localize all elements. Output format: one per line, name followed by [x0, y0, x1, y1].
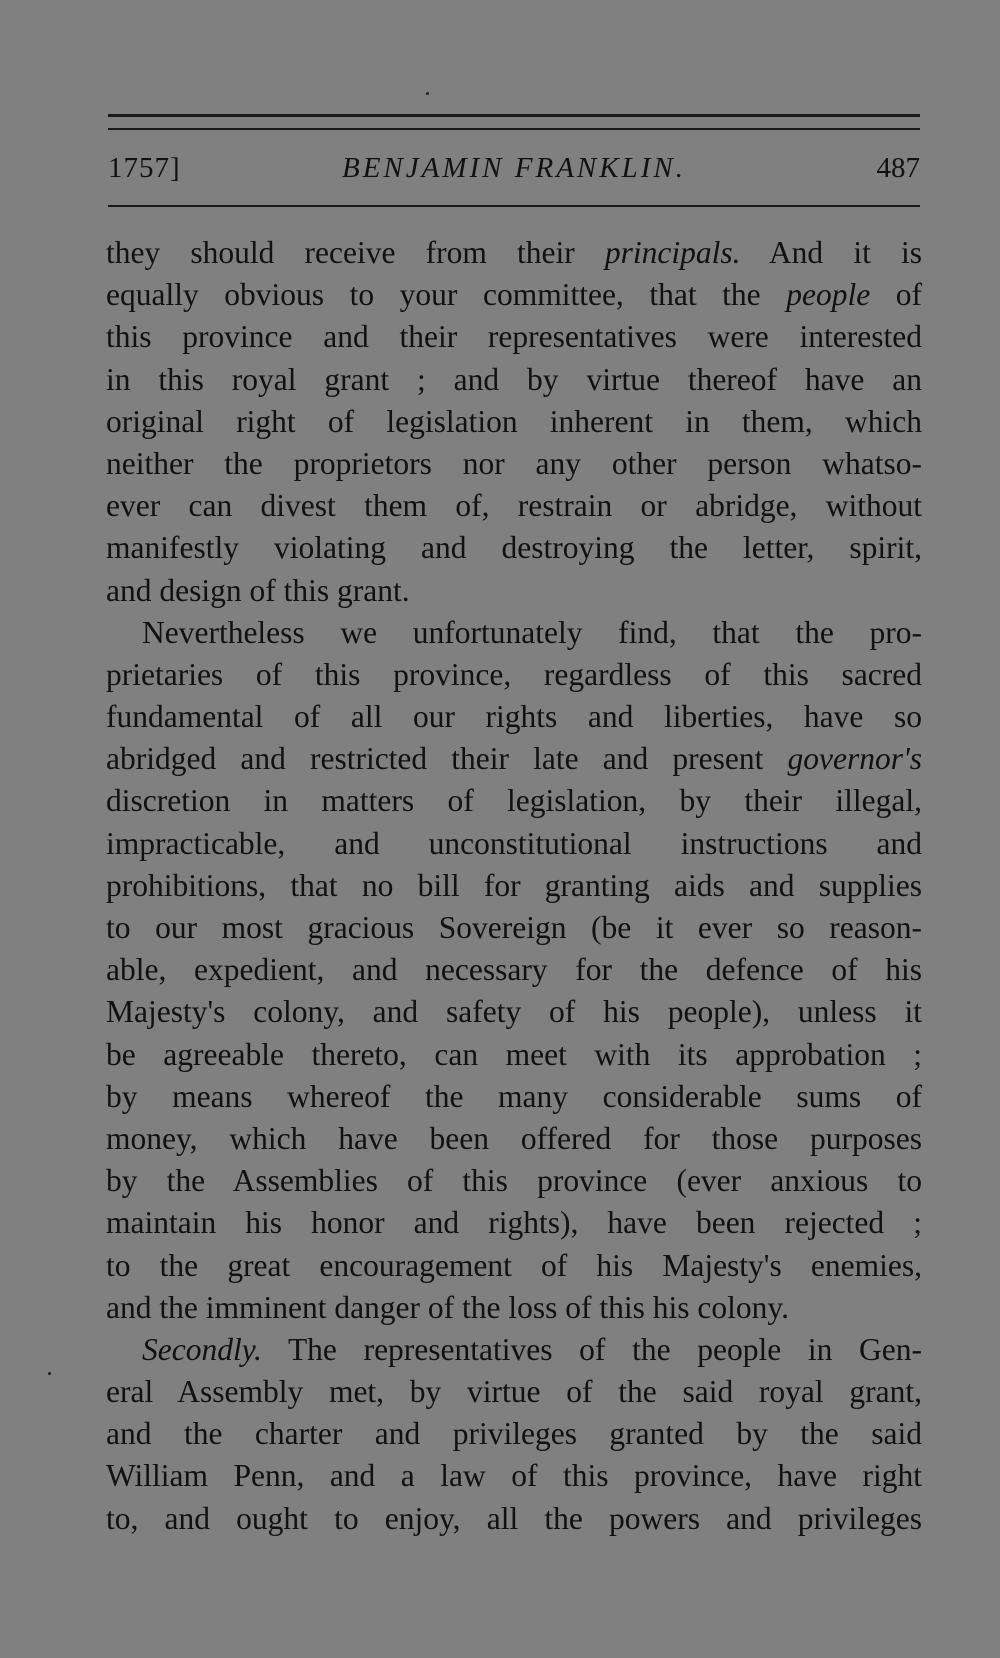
text-line — [106, 823, 922, 865]
page-number: 487 — [876, 152, 920, 184]
text-segment: equally obvious to your committee, that the — [106, 277, 787, 313]
text-line — [106, 654, 922, 696]
text-segment: Nevertheless we unfortunately find, that the pro- — [142, 614, 922, 650]
text-segment: prietaries of this province, regardless of this sacred — [106, 656, 922, 692]
text-segment: to the great encouragement of his Majesty's enemies, — [106, 1247, 922, 1283]
print-speck — [48, 1372, 51, 1375]
text-line — [106, 1160, 922, 1202]
header-title: BENJAMIN FRANKLIN. — [342, 152, 686, 184]
text-line — [106, 991, 922, 1033]
text-segment: and the charter and privileges granted by the said — [106, 1416, 922, 1452]
text-line — [106, 1287, 922, 1329]
text-line — [106, 570, 922, 612]
italic-text: principals. — [604, 235, 741, 270]
header-rule-bottom — [108, 205, 920, 207]
text-segment: in this royal grant ; and by virtue thereof have an — [106, 361, 922, 397]
text-line — [106, 865, 922, 907]
text-line — [106, 485, 922, 527]
text-line — [106, 738, 922, 780]
text-segment: eral Assembly met, by virtue of the said royal grant, — [106, 1374, 922, 1410]
text-line — [106, 1329, 922, 1371]
text-segment: they should receive from their — [106, 235, 605, 270]
text-line — [106, 1034, 922, 1076]
text-line — [106, 696, 922, 738]
text-line — [106, 274, 922, 316]
text-segment: able, expedient, and necessary for the defence of his — [106, 952, 922, 988]
text-segment: to our most gracious Sovereign (be it ever so reason- — [106, 910, 922, 945]
header-rule-second — [108, 128, 920, 130]
text-line — [106, 780, 922, 822]
text-line — [106, 1076, 922, 1118]
text-line — [106, 232, 922, 274]
text-segment: abridged and restricted their late and present — [106, 741, 788, 777]
header-year: 1757] — [108, 152, 181, 184]
text-line — [106, 949, 922, 991]
italic-text: Secondly. — [142, 1331, 262, 1367]
text-line — [106, 401, 922, 443]
body-text — [106, 232, 922, 1540]
text-segment: neither the proprietors nor any other person whatso- — [106, 445, 922, 481]
text-segment: prohibitions, that no bill for granting aids and supplies — [106, 867, 922, 903]
text-segment: to, and ought to enjoy, all the powers and privileges — [106, 1500, 922, 1536]
text-segment: by the Assemblies of this province (ever anxious to — [106, 1163, 922, 1199]
text-segment: And it is — [740, 235, 922, 270]
italic-text: governor's — [787, 741, 922, 777]
text-line — [106, 1371, 922, 1413]
italic-text: people — [786, 277, 871, 313]
text-segment: manifestly violating and destroying the letter, spirit, — [106, 530, 922, 566]
text-line — [106, 1202, 922, 1244]
text-segment: maintain his honor and rights), have been rejected ; — [106, 1205, 922, 1241]
text-segment: money, which have been offered for those purposes — [106, 1120, 922, 1156]
text-segment: original right of legislation inherent in them, which — [106, 403, 922, 439]
running-head — [108, 148, 920, 188]
text-line — [106, 1498, 922, 1540]
text-line — [106, 1118, 922, 1160]
text-line — [106, 1245, 922, 1287]
text-segment: discretion in matters of legislation, by their illegal, — [106, 783, 922, 819]
header-rule-top — [108, 114, 920, 117]
text-line — [106, 359, 922, 401]
text-line — [106, 907, 922, 949]
text-line — [106, 316, 922, 358]
text-line — [106, 612, 922, 654]
text-segment: of — [870, 277, 922, 313]
text-segment: ever can divest them of, restrain or abridge, without — [106, 488, 922, 524]
text-line — [106, 527, 922, 569]
text-segment: by means whereof the many considerable sums of — [106, 1078, 922, 1114]
text-segment: The representatives of the people in Gen- — [261, 1331, 922, 1367]
text-segment: Majesty's colony, and safety of his people), unless it — [106, 994, 922, 1030]
text-segment: and design of this grant. — [106, 572, 410, 608]
text-line — [106, 1455, 922, 1497]
text-segment: this province and their representatives were interested — [106, 319, 922, 355]
text-segment: impracticable, and unconstitutional instructions and — [106, 825, 922, 861]
text-segment: and the imminent danger of the loss of this his colony. — [106, 1289, 789, 1325]
text-segment: William Penn, and a law of this province, have right — [106, 1458, 922, 1494]
text-segment: fundamental of all our rights and liberties, have so — [106, 699, 922, 735]
text-segment: be agreeable thereto, can meet with its approbation ; — [106, 1036, 922, 1072]
text-line — [106, 443, 922, 485]
text-line — [106, 1413, 922, 1455]
print-speck — [426, 92, 429, 95]
